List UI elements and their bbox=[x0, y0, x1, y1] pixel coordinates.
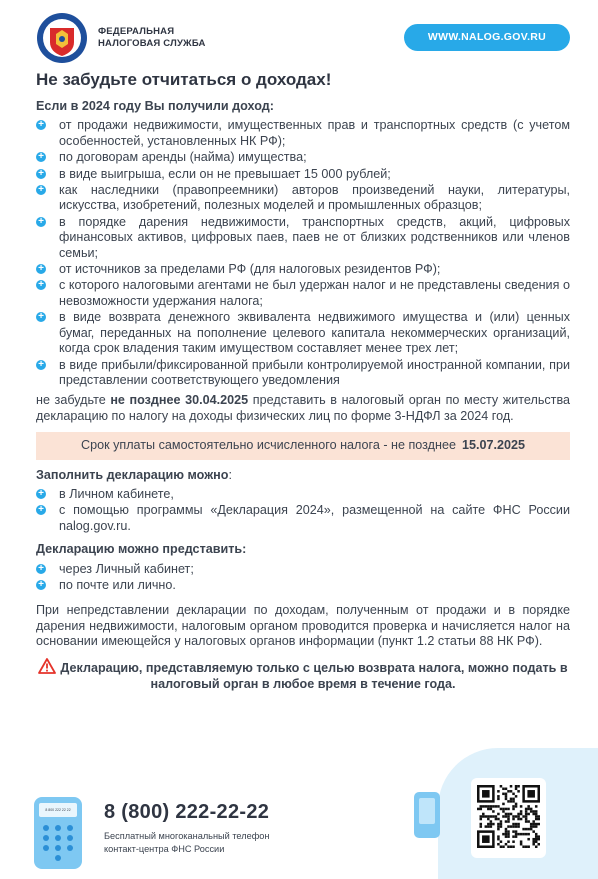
hotline-description bbox=[104, 830, 269, 856]
page-title: Не забудьте отчитаться о доходах! bbox=[36, 70, 332, 89]
warning-icon bbox=[38, 658, 56, 674]
submit-item-text: по почте или лично. bbox=[59, 577, 176, 592]
plus-bullet-icon: + bbox=[36, 489, 46, 499]
fill-heading-text: Заполнить декларацию можно bbox=[36, 467, 229, 482]
phone-screen-number: 8 800 222 22 22 bbox=[39, 803, 77, 817]
submit-section bbox=[36, 542, 570, 593]
plus-bullet-icon: + bbox=[36, 217, 46, 227]
header bbox=[0, 0, 598, 68]
fns-emblem-icon bbox=[36, 12, 88, 64]
income-item-text: как наследники (правопреемники) авторов произведений науки, литературы, искусства, изобретений, полезных моделей и промышленных образцов; bbox=[59, 183, 570, 213]
fill-heading-colon: : bbox=[228, 467, 232, 482]
main-content bbox=[36, 99, 570, 692]
income-item-text: от продажи недвижимости, имущественных прав и транспортных средств (с учетом особенностей, установленных НК РФ); bbox=[59, 118, 570, 148]
income-item bbox=[36, 310, 570, 356]
org-name-line2: НАЛОГОВАЯ СЛУЖБА bbox=[98, 38, 206, 49]
submit-item-text: через Личный кабинет; bbox=[59, 561, 194, 576]
hand-phone-icon bbox=[414, 792, 440, 838]
income-item bbox=[36, 262, 570, 277]
plus-bullet-icon: + bbox=[36, 505, 46, 515]
income-list bbox=[36, 118, 570, 388]
plus-bullet-icon: + bbox=[36, 169, 46, 179]
fill-item-text: в Личном кабинете, bbox=[59, 486, 174, 501]
org-name-line1: ФЕДЕРАЛЬНАЯ bbox=[98, 26, 175, 37]
reminder-before: не забудьте bbox=[36, 393, 111, 408]
plus-bullet-icon: + bbox=[36, 280, 46, 290]
income-item-text: в виде возврата денежного эквивалента недвижимого имущества и (или) ценных бумаг, переданных на пополнение целевого капитала некоммерческих организаций, когда срок владения таким имуществом составляет менее трех лет; bbox=[59, 310, 570, 356]
payment-text: Срок уплаты самостоятельно исчисленного налога - не позднее bbox=[80, 438, 456, 453]
income-item bbox=[36, 167, 570, 182]
penalty-text: При непредставлении декларации по доходам, полученным от продажи и в порядке дарения недвижимости, налоговым органом проводится проверка и начисляется налог на основании имеющейся у налоговых органов информации (пункт 1.2 статьи 88 НК РФ). bbox=[36, 603, 570, 649]
income-item-text: от источников за пределами РФ (для налоговых резидентов РФ); bbox=[59, 262, 441, 277]
fill-list bbox=[36, 487, 570, 534]
plus-bullet-icon: + bbox=[36, 360, 46, 370]
fill-item-text: с помощью программы «Декларация 2024», размещенной на сайте ФНС России nalog.gov.ru. bbox=[59, 503, 570, 533]
payment-deadline-banner bbox=[36, 432, 570, 459]
fill-item bbox=[36, 487, 570, 502]
plus-bullet-icon: + bbox=[36, 152, 46, 162]
income-item-text: в виде выигрыша, если он не превышает 15 000 рублей; bbox=[59, 166, 391, 181]
reminder-text bbox=[36, 393, 570, 424]
income-item bbox=[36, 278, 570, 309]
hotline-number[interactable]: 8 (800) 222-22-22 bbox=[104, 801, 270, 823]
warning-text: Декларацию, представляемую только с целью возврата налога, можно подать в налоговый орган в любое время в течение года. bbox=[60, 660, 568, 691]
income-item bbox=[36, 118, 570, 149]
income-item bbox=[36, 358, 570, 389]
plus-bullet-icon: + bbox=[36, 564, 46, 574]
income-heading: Если в 2024 году Вы получили доход: bbox=[36, 99, 274, 113]
payment-date: 15.07.2025 bbox=[461, 438, 526, 453]
hotline-desc-line2: контакт-центра ФНС России bbox=[104, 844, 225, 854]
warning-notice bbox=[36, 658, 570, 692]
site-link-button[interactable]: WWW.NALOG.GOV.RU bbox=[404, 24, 570, 51]
submit-item bbox=[36, 562, 570, 577]
income-item bbox=[36, 215, 570, 261]
plus-bullet-icon: + bbox=[36, 312, 46, 322]
submit-heading: Декларацию можно представить: bbox=[36, 542, 247, 557]
org-name bbox=[98, 26, 206, 50]
income-item bbox=[36, 150, 570, 165]
fill-section bbox=[36, 468, 570, 535]
qr-code-icon[interactable] bbox=[477, 785, 540, 848]
hotline-desc-line1: Бесплатный многоканальный телефон bbox=[104, 831, 270, 841]
income-item-text: по договорам аренды (найма) имущества; bbox=[59, 150, 307, 165]
submit-item bbox=[36, 578, 570, 593]
reminder-date: не позднее 30.04.2025 bbox=[110, 393, 249, 408]
submit-list bbox=[36, 562, 570, 594]
income-item-text: в виде прибыли/фиксированной прибыли контролируемой иностранной компании, при представлении соответствующего уведомления bbox=[59, 357, 570, 387]
income-item bbox=[36, 183, 570, 214]
income-item-text: с которого налоговыми агентами не был удержан налог и не представлены сведения о невозможности удержания налога; bbox=[59, 278, 570, 308]
income-item-text: в порядке дарения недвижимости, транспортных средств, акций, цифровых финансовых активов, цифровых паев, паев не от близких родственников или членов семьи; bbox=[59, 214, 570, 260]
plus-bullet-icon: + bbox=[36, 185, 46, 195]
fill-item bbox=[36, 503, 570, 534]
plus-bullet-icon: + bbox=[36, 264, 46, 274]
plus-bullet-icon: + bbox=[36, 120, 46, 130]
phone-illustration-icon bbox=[34, 797, 82, 869]
fill-heading bbox=[36, 468, 570, 483]
plus-bullet-icon: + bbox=[36, 580, 46, 590]
reminder-after: представить в налоговый орган по месту жительства декларацию по налогу на доходы физических лиц по форме 3-НДФЛ за 2024 год. bbox=[36, 393, 571, 423]
